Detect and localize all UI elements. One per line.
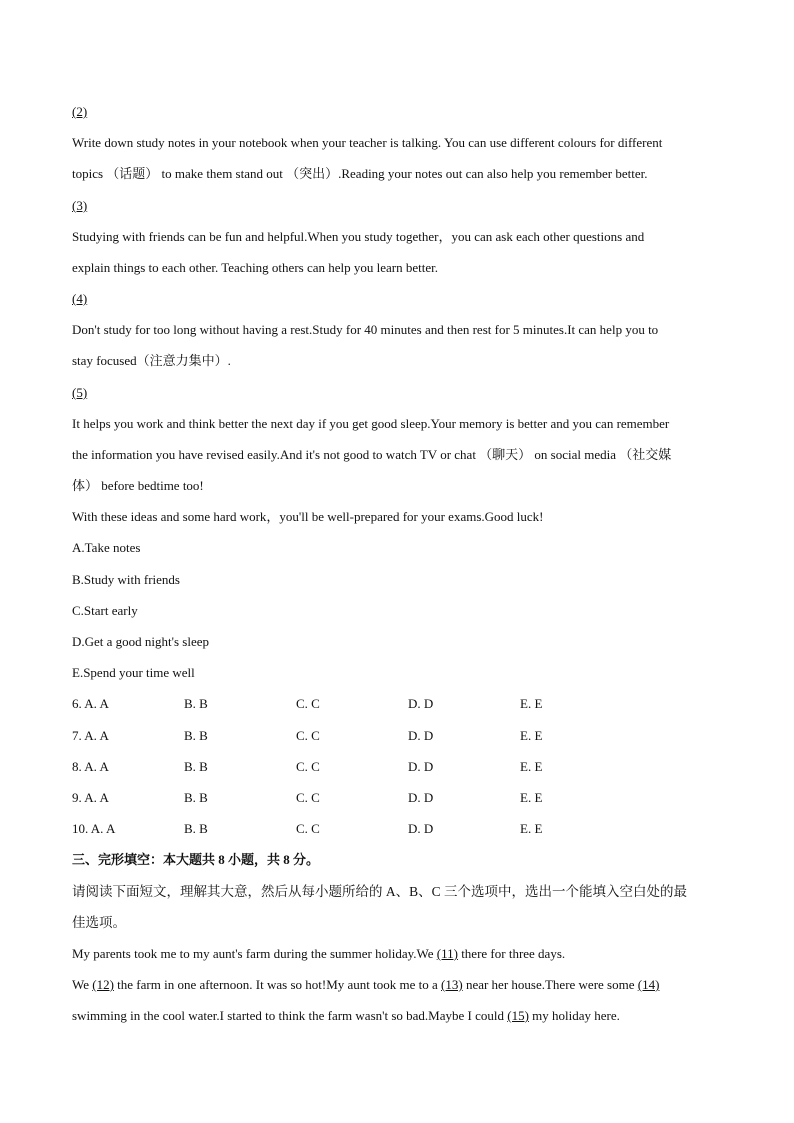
question-6-option-a[interactable]: 6. A. A (72, 696, 109, 711)
paragraph-2-line-2: topics （话题） to make them stand out （突出）.Reading your notes out can also help you remember better. (72, 166, 648, 181)
paragraph-label-4: (4) (72, 291, 88, 306)
question-10-option-e[interactable]: E. E (520, 821, 543, 836)
question-9-option-c[interactable]: C. C (296, 790, 320, 805)
question-10-option-d[interactable]: D. D (408, 821, 434, 836)
question-7-option-a[interactable]: 7. A. A (72, 728, 109, 743)
question-8-option-a[interactable]: 8. A. A (72, 759, 109, 774)
cloze-text: the farm in one afternoon. It was so hot!My aunt took me to a (113, 977, 442, 992)
blank-15: (15) (507, 1008, 529, 1023)
blank-11: (11) (436, 946, 458, 961)
question-6-option-c[interactable]: C. C (296, 696, 320, 711)
question-10-option-b[interactable]: B. B (184, 821, 208, 836)
cloze-text: We (72, 977, 93, 992)
paragraph-3-line-2: explain things to each other. Teaching others can help you learn better. (72, 260, 438, 275)
cloze-text: swimming in the cool water.I started to think the farm wasn't so bad.Maybe I could (72, 1008, 508, 1023)
cloze-line-1 (72, 946, 565, 962)
question-8-option-b[interactable]: B. B (184, 759, 208, 774)
question-7-option-c[interactable]: C. C (296, 728, 320, 743)
section-3-instructions-line-2: 佳选项。 (72, 915, 126, 930)
paragraph-label-2: (2) (72, 104, 88, 119)
paragraph-label-5: (5) (72, 385, 88, 400)
question-10-option-c[interactable]: C. C (296, 821, 320, 836)
blank-12: (12) (92, 977, 114, 992)
question-6-option-b[interactable]: B. B (184, 696, 208, 711)
paragraph-5-line-3: 体） before bedtime too! (72, 478, 204, 493)
question-8-option-d[interactable]: D. D (408, 759, 434, 774)
question-8-option-e[interactable]: E. E (520, 759, 543, 774)
question-7-option-b[interactable]: B. B (184, 728, 208, 743)
paragraph-2-line-1: Write down study notes in your notebook when your teacher is talking. You can use different colours for different (72, 135, 663, 150)
question-9-option-d[interactable]: D. D (408, 790, 434, 805)
cloze-text: my holiday here. (528, 1008, 620, 1023)
paragraph-3-line-1: Studying with friends can be fun and helpful.When you study together，you can ask each other questions and (72, 229, 645, 244)
question-9-option-b[interactable]: B. B (184, 790, 208, 805)
paragraph-4-line-1: Don't study for too long without having a rest.Study for 40 minutes and then rest for 5 minutes.It can help you to (72, 322, 659, 337)
question-7-option-e[interactable]: E. E (520, 728, 543, 743)
question-7-option-d[interactable]: D. D (408, 728, 434, 743)
section-3-instructions-line-1: 请阅读下面短文，理解其大意，然后从每小题所给的 A、B、C 三个选项中，选出一个能填入空白处的最 (72, 884, 688, 899)
heading-option-a: A.Take notes (72, 540, 141, 555)
question-9-option-e[interactable]: E. E (520, 790, 543, 805)
question-6-option-e[interactable]: E. E (520, 696, 543, 711)
question-9-option-a[interactable]: 9. A. A (72, 790, 109, 805)
cloze-line-2 (72, 977, 659, 993)
paragraph-5-line-1: It helps you work and think better the next day if you get good sleep.Your memory is better and you can remember (72, 416, 670, 431)
cloze-text: near her house.There were some (462, 977, 638, 992)
closing-line: With these ideas and some hard work，you'll be well-prepared for your exams.Good luck! (72, 509, 544, 524)
blank-14: (14) (637, 977, 660, 992)
paragraph-label-3: (3) (72, 198, 88, 213)
paragraph-4-line-2: stay focused（注意力集中）. (72, 353, 231, 368)
section-3-title: 三、完形填空：本大题共 8 小题，共 8 分。 (72, 852, 320, 867)
heading-option-d: D.Get a good night's sleep (72, 634, 210, 649)
heading-option-b: B.Study with friends (72, 572, 180, 587)
question-8-option-c[interactable]: C. C (296, 759, 320, 774)
heading-option-e: E.Spend your time well (72, 665, 195, 680)
question-6-option-d[interactable]: D. D (408, 696, 434, 711)
paragraph-5-line-2: the information you have revised easily.And it's not good to watch TV or chat （聊天） on social media （社交媒 (72, 447, 672, 462)
heading-option-c: C.Start early (72, 603, 138, 618)
cloze-text: there for three days. (457, 946, 566, 961)
question-10-option-a[interactable]: 10. A. A (72, 821, 116, 836)
blank-13: (13) (441, 977, 463, 992)
cloze-line-3 (72, 1008, 620, 1024)
cloze-text: My parents took me to my aunt's farm during the summer holiday.We (72, 946, 437, 961)
